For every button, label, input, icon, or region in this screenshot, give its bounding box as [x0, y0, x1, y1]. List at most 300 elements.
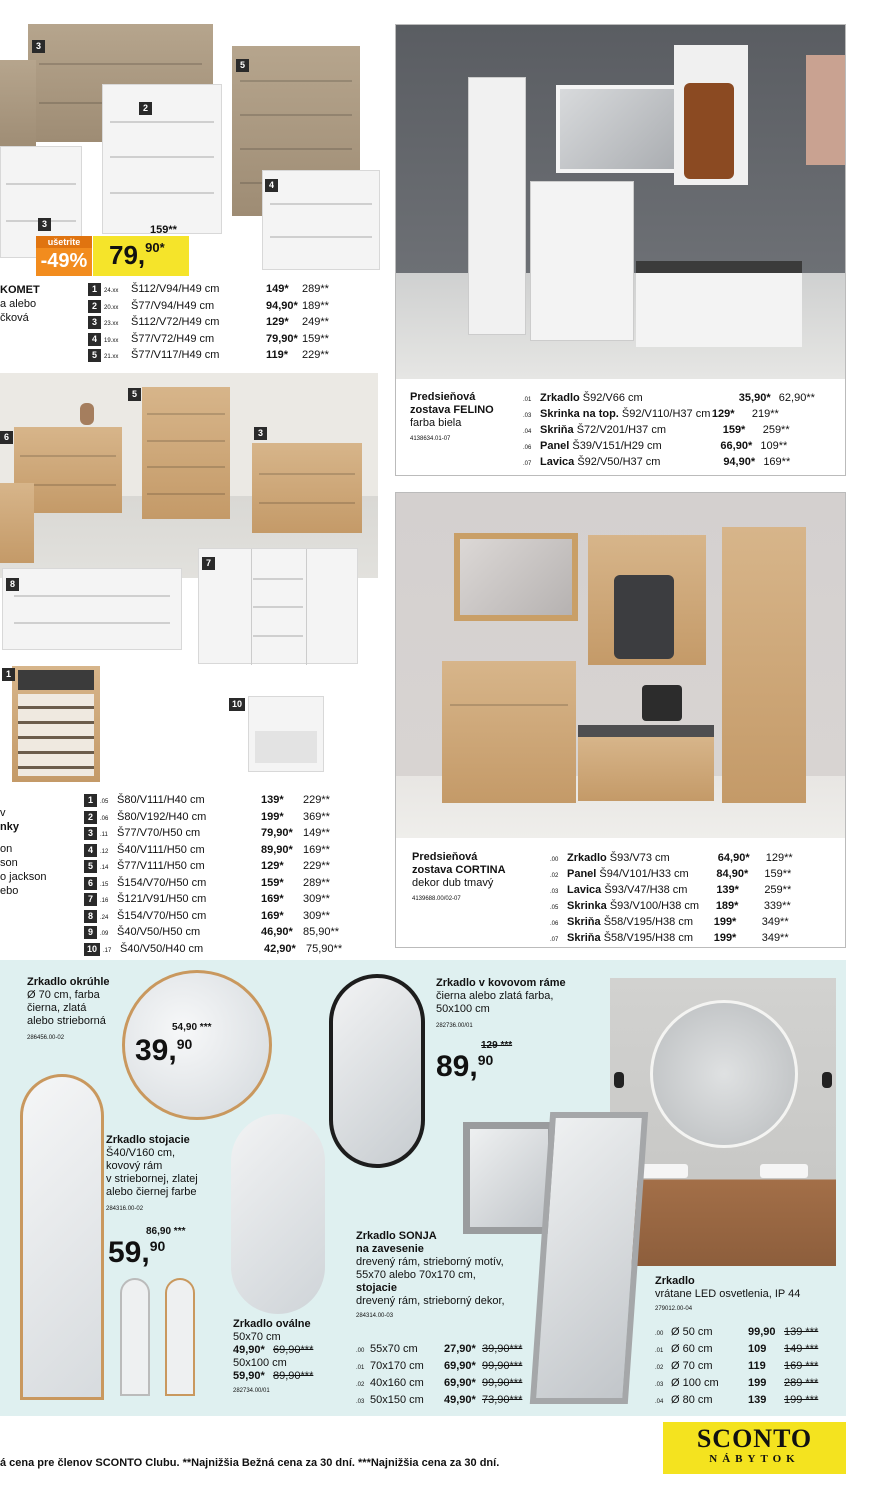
row-name: Zrkadlo	[540, 392, 580, 404]
table-row	[550, 883, 793, 899]
row-number: 1	[84, 794, 97, 807]
row-code: .09	[100, 931, 109, 937]
standing-mirror-code: 284316.00-02	[106, 1206, 144, 1212]
row-price: 49,90*	[444, 1394, 476, 1406]
cortina-cabinet	[442, 661, 576, 803]
standing-mirror-line-2: kovový rám	[106, 1160, 163, 1172]
felino-title-block	[410, 391, 494, 446]
row-old-price: 289**	[302, 283, 329, 295]
bench	[636, 261, 802, 347]
cortina-title-1: Predsieňová	[412, 851, 478, 863]
sonja-code: 284314.00-03	[356, 1313, 394, 1319]
row-dims: Š93/V73 cm	[609, 852, 670, 864]
metal-mirror-line-1: čierna alebo zlatá farba,	[436, 990, 554, 1002]
wardrobe-white	[468, 77, 526, 335]
row-price: 69,90*	[444, 1377, 476, 1389]
row-price: 119*	[266, 349, 289, 361]
row-dims: Š58/V195/H38 cm	[603, 932, 693, 944]
small-standing-mirror-2	[165, 1278, 195, 1396]
row-dims: Š154/V70/H50 cm	[117, 909, 207, 922]
row-price: 199*	[261, 810, 284, 823]
table-row	[84, 925, 342, 942]
badge: 2	[139, 102, 152, 115]
row-price: 119	[748, 1360, 766, 1372]
cortina-price-table	[550, 851, 793, 947]
row-dims: Š112/V94/H49 cm	[131, 283, 220, 295]
row-code: .02	[550, 873, 559, 879]
row-price: 42,90*	[264, 942, 296, 955]
row-price: 46,90*	[261, 926, 293, 938]
row-dims: Š77/V117/H49 cm	[131, 349, 220, 361]
row-old-price: 229**	[302, 349, 329, 361]
oval-mirror-code: 282734.00/01	[233, 1388, 270, 1394]
row-code: 20.xx	[104, 304, 119, 311]
standing-mirror-image	[20, 1074, 104, 1400]
round-mirror-text	[27, 976, 137, 1045]
table-row	[88, 315, 329, 332]
table-row	[550, 867, 793, 883]
felino-card	[395, 24, 846, 476]
side-text-2: nky	[0, 821, 19, 833]
felino-price-table	[523, 391, 815, 471]
row-number: 4	[84, 844, 97, 857]
metal-mirror-code: 282736.00/01	[436, 1023, 473, 1029]
standing-mirror-line-4: alebo čiernej farbe	[106, 1186, 197, 1198]
discount-value: -49%	[40, 250, 88, 272]
row-number: 7	[84, 893, 97, 906]
led-mirror-line-1: vrátane LED osvetlenia, IP 44	[655, 1288, 801, 1300]
row-name: Lavica	[567, 884, 602, 896]
row-price: 199*	[713, 916, 737, 928]
cortina-color: dekor dub tmavý	[412, 877, 494, 889]
row-old-price: 349**	[761, 916, 789, 928]
cortina-wardrobe	[722, 527, 806, 803]
row-old-price: 99,90***	[482, 1360, 523, 1372]
table-row	[655, 1393, 818, 1410]
mirror-wood	[454, 533, 578, 621]
row-number: 2	[88, 300, 101, 313]
dresser-wood-edge	[0, 483, 34, 563]
row-old-price: 149 ***	[784, 1343, 819, 1355]
row-code: .02	[655, 1365, 664, 1371]
row-number: 5	[84, 860, 97, 873]
row-price: 89,90*	[261, 843, 293, 856]
side-text-3: on	[0, 843, 13, 855]
side-text-6: ebo	[0, 885, 19, 897]
dresser2-side-text	[0, 806, 60, 898]
table-row	[523, 391, 815, 407]
row-dims: Š39/V151/H29 cm	[572, 440, 662, 452]
row-number: 3	[84, 827, 97, 840]
table-row	[523, 439, 815, 455]
row-name: Zrkadlo	[567, 852, 607, 864]
cortina-card	[395, 492, 846, 948]
komet-price-table	[88, 282, 329, 365]
table-row	[88, 332, 329, 349]
row-price: 94,90*	[723, 456, 756, 468]
row-price: 35,90*	[738, 392, 771, 404]
table-row	[84, 892, 342, 909]
row-number: 6	[84, 877, 97, 890]
row-code: .06	[100, 815, 109, 822]
sink-left	[640, 1164, 688, 1178]
table-row	[356, 1359, 522, 1376]
led-mirror-code: 279012.00-04	[655, 1306, 693, 1312]
row-old-price: 159**	[764, 868, 792, 880]
row-dims: Š93/V100/H38 cm	[609, 900, 700, 912]
oval-mirror-line-2: 50x100 cm	[233, 1357, 287, 1369]
row-price: 66,90*	[720, 440, 753, 452]
sonja-line-1: drevený rám, strieborný motív,	[356, 1256, 504, 1268]
badge: 3	[38, 218, 51, 231]
row-old-price: 39,90***	[482, 1343, 523, 1355]
badge: 1	[2, 668, 15, 681]
row-old-price: 62,90**	[778, 392, 815, 404]
row-old-price: 75,90**	[306, 942, 343, 955]
row-price: 69,90*	[444, 1360, 476, 1372]
row-dims: Š58/V195/H38 cm	[603, 916, 693, 928]
komet-title: KOMET	[0, 284, 40, 296]
row-dims: 70x170 cm	[370, 1360, 424, 1372]
footer-note: á cena pre členov SCONTO Clubu. **Najnižšia Bežná cena za 30 dní. ***Najnižšia cena za 30 dní.	[0, 1457, 500, 1469]
standing-mirror-old-price: 86,90 ***	[146, 1226, 186, 1237]
round-mirror-title: Zrkadlo okrúhle	[27, 976, 110, 988]
standing-mirror-line-3: v striebornej, zlatej	[106, 1173, 198, 1185]
jacket-dark	[614, 575, 674, 659]
row-code: .14	[100, 865, 109, 871]
row-old-price: 139 ***	[784, 1326, 819, 1338]
row-dims: Š80/V111/H40 cm	[117, 794, 205, 806]
felino-image	[396, 25, 845, 379]
round-mirror-line-2: čierna, zlatá	[27, 1002, 87, 1014]
row-code: .02	[356, 1382, 365, 1388]
price-main: 39,	[135, 1034, 177, 1067]
row-name: Panel	[540, 440, 570, 452]
row-dims: 40x160 cm	[370, 1377, 424, 1389]
row-old-price: 289 ***	[784, 1377, 819, 1389]
cortina-title-block	[412, 851, 506, 906]
dresser-wood-low	[252, 443, 362, 533]
row-number: 5	[88, 349, 101, 362]
sonja-title-1: Zrkadlo SONJA	[356, 1230, 437, 1242]
row-dims: Š92/V66 cm	[582, 392, 643, 404]
komet-desc-2: čková	[0, 312, 29, 324]
felino-color: farba biela	[410, 417, 462, 429]
row-code: .01	[655, 1348, 664, 1354]
row-number: 4	[88, 333, 101, 346]
row-code: .04	[655, 1399, 664, 1405]
row-dims: Ø 80 cm	[671, 1394, 713, 1406]
badge: 3	[32, 40, 45, 53]
oval-mirror-price-2	[233, 1370, 313, 1383]
row-code: .06	[523, 445, 532, 451]
cortina-title-2: zostava CORTINA	[412, 864, 506, 876]
logo-top: SCONTO	[696, 1424, 813, 1453]
metal-mirror-image	[329, 974, 425, 1168]
row-dims: Š80/V192/H40 cm	[117, 810, 207, 823]
row-old-price: 169**	[763, 456, 791, 468]
row-number: 8	[84, 910, 97, 923]
badge: 8	[6, 578, 19, 591]
round-mirror-line-1: Ø 70 cm, farba	[27, 989, 100, 1001]
wall-lamp-right	[822, 1072, 832, 1088]
felino-title-2: zostava FELINO	[410, 404, 494, 416]
table-row	[523, 423, 815, 439]
table-row	[523, 407, 815, 423]
row-old-price: 289**	[303, 876, 330, 889]
badge: 10	[229, 698, 245, 711]
row-dims: Š77/V72/H49 cm	[131, 332, 215, 345]
row-dims: Š77/V111/H50 cm	[117, 860, 205, 872]
metal-mirror-title: Zrkadlo v kovovom ráme	[436, 977, 566, 989]
row-code: .06	[550, 921, 559, 927]
row-dims: 50x150 cm	[370, 1394, 424, 1406]
standing-mirror-text	[106, 1134, 246, 1216]
table-row	[84, 810, 342, 827]
row-dims: Ø 70 cm	[671, 1360, 713, 1372]
row-dims: Š40/V50/H40 cm	[120, 942, 204, 955]
sonja-title-3: stojacie	[356, 1282, 397, 1294]
row-dims: Š40/V50/H50 cm	[117, 926, 201, 938]
handbag	[642, 685, 682, 721]
row-code: 23.xx	[104, 321, 119, 327]
table-row	[523, 455, 815, 471]
metal-mirror-text	[436, 977, 596, 1033]
row-dims: Š94/V101/H33 cm	[599, 868, 689, 880]
badge: 3	[254, 427, 267, 440]
row-dims: Š112/V72/H49 cm	[131, 316, 220, 328]
row-dims: Š92/V50/H37 cm	[577, 456, 661, 468]
row-price: 159*	[261, 876, 284, 889]
table-row	[84, 859, 342, 876]
row-dims: Š92/V110/H37 cm	[621, 408, 711, 420]
row-price: 139*	[261, 794, 284, 806]
table-row	[550, 915, 793, 931]
row-old-price: 229**	[303, 794, 330, 806]
old-price: 89,90***	[273, 1370, 314, 1382]
row-price: 27,90*	[444, 1343, 476, 1355]
row-dims: Ø 50 cm	[671, 1326, 713, 1338]
row-number: 3	[88, 316, 101, 329]
komet-title-block	[0, 283, 84, 325]
table-row	[88, 348, 329, 365]
table-row	[88, 299, 329, 316]
row-price: 99,90	[748, 1326, 776, 1338]
price-cents: 90	[477, 1052, 494, 1068]
table-row	[550, 931, 793, 947]
komet-dresser-white	[102, 84, 222, 234]
row-name: Skrinka na top.	[540, 408, 619, 420]
led-mirror-text	[655, 1275, 800, 1316]
shoe-cabinet	[530, 181, 634, 341]
sonja-line-2: 55x70 alebo 70x170 cm,	[356, 1269, 476, 1281]
row-code: .24	[100, 914, 109, 921]
row-price: 159*	[722, 424, 746, 436]
led-mirror-price-table	[655, 1325, 818, 1410]
row-dims: Š93/V47/H38 cm	[604, 884, 688, 896]
table-row	[84, 909, 342, 926]
row-price: 139	[748, 1394, 767, 1406]
oval-mirror-line-1: 50x70 cm	[233, 1331, 281, 1343]
sconto-logo	[663, 1422, 846, 1474]
oval-mirror-title: Zrkadlo oválne	[233, 1318, 311, 1330]
row-code: .05	[100, 799, 109, 805]
row-old-price: 169 ***	[784, 1360, 819, 1372]
row-code: .03	[523, 413, 532, 419]
row-old-price: 73,90***	[482, 1394, 523, 1406]
row-name: Skrinka	[567, 900, 607, 912]
row-old-price: 85,90**	[303, 926, 340, 938]
sonja-title-2: na zavesenie	[356, 1243, 424, 1255]
row-code: .05	[550, 905, 559, 911]
row-dims: 55x70 cm	[370, 1343, 418, 1355]
row-old-price: 229**	[303, 860, 330, 872]
row-price: 129*	[711, 408, 735, 420]
led-round-mirror	[650, 1000, 798, 1148]
wall-lamp-left	[614, 1072, 624, 1088]
row-name: Lavica	[540, 456, 575, 468]
badge: 5	[236, 59, 249, 72]
oval-mirror-text	[233, 1318, 313, 1398]
row-price: 189*	[715, 900, 739, 912]
row-code: .03	[356, 1399, 365, 1405]
table-row	[84, 826, 342, 843]
row-dims: Š121/V91/H50 cm	[117, 893, 207, 905]
row-price: 129*	[266, 316, 289, 328]
metal-mirror-old-price: 129 ***	[481, 1040, 513, 1051]
sonja-price-table	[356, 1342, 522, 1410]
row-dims: Š77/V94/H49 cm	[131, 299, 215, 312]
row-code: .01	[523, 397, 532, 403]
row-dims: Ø 60 cm	[671, 1343, 713, 1355]
table-row	[550, 899, 793, 915]
badge: 7	[202, 557, 215, 570]
komet-discount-badge	[36, 236, 92, 276]
table-row	[84, 843, 342, 860]
row-code: 19.xx	[104, 337, 119, 344]
shoe-rack	[12, 666, 100, 782]
table-row	[88, 282, 329, 299]
table-row	[356, 1376, 522, 1393]
row-number: 2	[84, 811, 97, 824]
mirror	[556, 85, 684, 173]
komet-desc-1: a alebo	[0, 298, 37, 310]
side-text-4: son	[0, 857, 18, 869]
table-row	[550, 851, 793, 867]
row-dims: Ø 100 cm	[671, 1377, 719, 1389]
standing-mirror-price	[108, 1238, 165, 1268]
badge: 5	[128, 388, 141, 401]
table-row	[84, 793, 342, 810]
row-code: .16	[100, 898, 109, 904]
badge: 4	[265, 179, 278, 192]
dresser2-price-table	[84, 793, 342, 958]
row-old-price: 99,90***	[482, 1377, 523, 1389]
wall-art	[806, 55, 845, 165]
price-cents: 90	[176, 1036, 193, 1052]
price-main: 89,	[436, 1050, 478, 1083]
row-dims: Š40/V111/H50 cm	[117, 843, 205, 856]
price-main: 59,	[108, 1236, 150, 1269]
row-price: 109	[748, 1343, 767, 1355]
row-old-price: 109**	[760, 440, 788, 452]
table-row	[356, 1393, 522, 1410]
cortina-image	[396, 493, 845, 838]
row-old-price: 349**	[761, 932, 789, 944]
row-code: 21.xx	[104, 354, 119, 360]
sonja-text	[356, 1230, 556, 1323]
row-old-price: 129**	[765, 852, 793, 864]
price-cents: 90	[149, 1238, 166, 1254]
row-code: .01	[356, 1365, 365, 1371]
standing-mirror-line-1: Š40/V160 cm,	[106, 1147, 176, 1159]
sonja-wall-mirror-image	[463, 1122, 555, 1234]
dresser-wood-tall	[142, 387, 230, 519]
row-old-price: 259**	[762, 424, 790, 436]
cortina-bench	[578, 725, 714, 801]
row-price: 84,90*	[716, 868, 749, 880]
row-code: .00	[356, 1348, 365, 1354]
table-row	[655, 1376, 818, 1393]
row-code: .11	[100, 832, 108, 838]
table-row	[84, 876, 342, 893]
row-price: 129*	[261, 860, 284, 872]
row-dims: Š154/V70/H50 cm	[117, 876, 207, 889]
row-old-price: 159**	[302, 332, 329, 345]
komet-old-price: 159**	[150, 224, 177, 236]
row-dims: Š77/V70/H50 cm	[117, 827, 201, 839]
vase-decor	[80, 403, 94, 425]
metal-mirror-line-2: 50x100 cm	[436, 1003, 490, 1015]
row-old-price: 309**	[303, 893, 330, 905]
row-number: 1	[88, 283, 101, 296]
sideboard-white	[198, 548, 358, 664]
felino-title-1: Predsieňová	[410, 391, 476, 403]
row-code: .03	[655, 1382, 664, 1388]
row-name: Panel	[567, 868, 597, 880]
dresser-white-wide	[2, 568, 182, 650]
row-code: .15	[100, 881, 109, 888]
row-name: Skriňa	[567, 916, 601, 928]
row-code: .04	[523, 429, 532, 435]
brown-jacket	[684, 83, 734, 179]
komet-price-box	[93, 236, 189, 276]
table-row	[655, 1342, 818, 1359]
row-code: .03	[550, 889, 559, 895]
row-old-price: 309**	[303, 909, 330, 922]
logo-bottom: NÁBYTOK	[709, 1453, 800, 1465]
row-number: 9	[84, 926, 97, 939]
row-code: .17	[103, 947, 112, 954]
table-row	[356, 1342, 522, 1359]
table-row	[655, 1325, 818, 1342]
komet-dresser-left	[0, 60, 36, 150]
row-name: Skriňa	[567, 932, 601, 944]
round-mirror-code: 286456.00-02	[27, 1035, 65, 1041]
row-old-price: 199 ***	[784, 1394, 819, 1406]
row-old-price: 169**	[303, 843, 330, 856]
round-mirror-price	[135, 1036, 192, 1066]
row-old-price: 149**	[303, 827, 330, 839]
row-price: 64,90*	[717, 852, 750, 864]
small-standing-mirror-1	[120, 1278, 150, 1396]
table-row	[84, 942, 342, 959]
row-price: 169*	[261, 893, 284, 905]
metal-mirror-price	[436, 1052, 493, 1082]
row-number: 10	[84, 943, 100, 956]
row-name: Skriňa	[540, 424, 574, 436]
row-code: .00	[655, 1331, 664, 1337]
